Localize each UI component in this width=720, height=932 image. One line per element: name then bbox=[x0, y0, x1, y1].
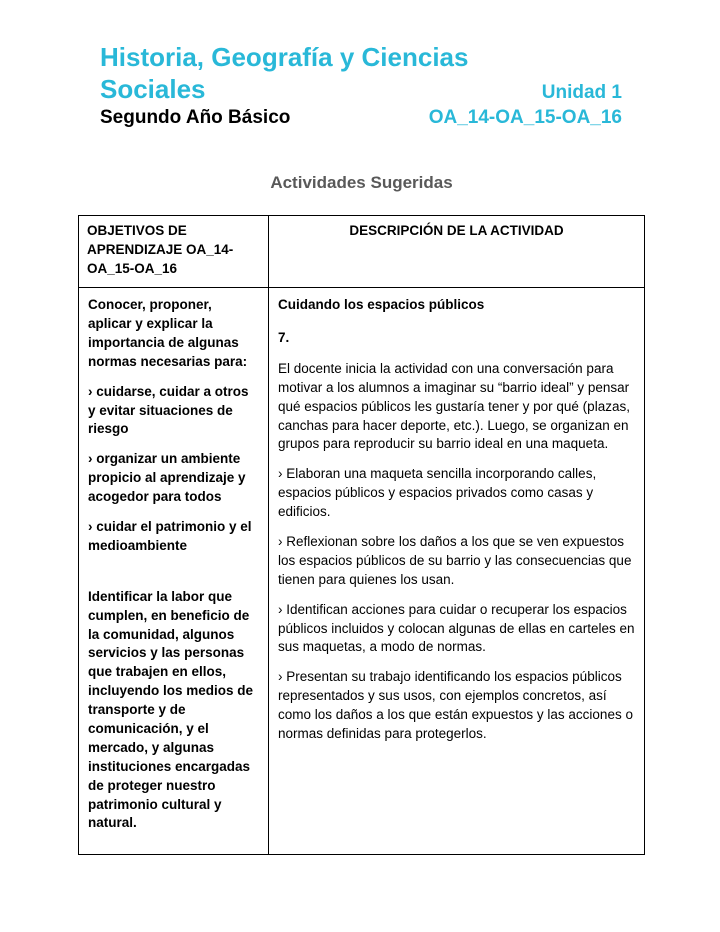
title-unit-row bbox=[100, 74, 622, 106]
objectives-cell bbox=[79, 288, 269, 855]
activity-number: 7. bbox=[278, 330, 290, 345]
description-column-header: DESCRIPCIÓN DE LA ACTIVIDAD bbox=[269, 216, 645, 288]
oa-codes-label: OA_14-OA_15-OA_16 bbox=[428, 107, 622, 129]
section-title: Actividades Sugeridas bbox=[270, 173, 453, 193]
activity-paragraph: › Identifican acciones para cuidar o recuperar los espacios públicos incluidos y colocan algunas de ellas en carteles en sus maquetas, a modo de normas. bbox=[278, 601, 635, 655]
objectives-second-block: Identificar la labor que cumplen, en beneficio de la comunidad, algunos servicios y las personas que trabajen en ellos, incluyendo los medios de transporte y de comunicación, y el mercado, y algunas instituciones encargadas de proteger nuestro patrimonio cultural y natural. bbox=[88, 588, 254, 831]
unit-label: Unidad 1 bbox=[541, 81, 622, 103]
subtitle-row bbox=[100, 107, 622, 129]
objectives-column-header: OBJETIVOS DE APRENDIZAJE OA_14-OA_15-OA_16 bbox=[79, 216, 269, 288]
document-title-line2: Sociales bbox=[100, 73, 206, 104]
activity-title: Cuidando los espacios públicos bbox=[278, 297, 485, 313]
document-header bbox=[100, 42, 622, 129]
activities-table bbox=[78, 215, 645, 855]
activity-paragraph: › Presentan su trabajo identificando los espacios públicos representados y sus usos, con ejemplos concretos, así como los daños a los que están expuestos y las acciones o normas definidas para protegerlos. bbox=[278, 669, 633, 742]
table-header-row bbox=[79, 216, 645, 288]
activity-description-cell bbox=[269, 288, 645, 855]
activity-paragraph: › Elaboran una maqueta sencilla incorporando calles, espacios públicos y espacios privados como casas y edificios. bbox=[278, 466, 597, 520]
document-title-line1: Historia, Geografía y Ciencias bbox=[100, 42, 469, 72]
activity-paragraph: › Reflexionan sobre los daños a los que se ven expuestos los espacios públicos de su barrio y las consecuencias que tienen para quienes los usan. bbox=[278, 534, 632, 587]
objective-bullet: › organizar un ambiente propicio al aprendizaje y acogedor para todos bbox=[88, 451, 246, 505]
grade-label: Segundo Año Básico bbox=[100, 107, 291, 129]
objective-bullet: › cuidarse, cuidar a otros y evitar situaciones de riesgo bbox=[88, 383, 249, 437]
objectives-intro: Conocer, proponer, aplicar y explicar la importancia de algunas normas necesarias para: bbox=[88, 297, 248, 369]
activity-paragraph: El docente inicia la actividad con una conversación para motivar a los alumnos a imaginar su “barrio ideal” y pensar qué espacios públicos les gustaría tener y por qué (plazas, canchas para hacer deporte, etc.). Luego, se organizan en grupos para reproducir su barrio ideal en una maqueta. bbox=[278, 360, 630, 452]
objective-bullet: › cuidar el patrimonio y el medioambiente bbox=[88, 519, 252, 553]
table-body-row bbox=[79, 288, 645, 855]
